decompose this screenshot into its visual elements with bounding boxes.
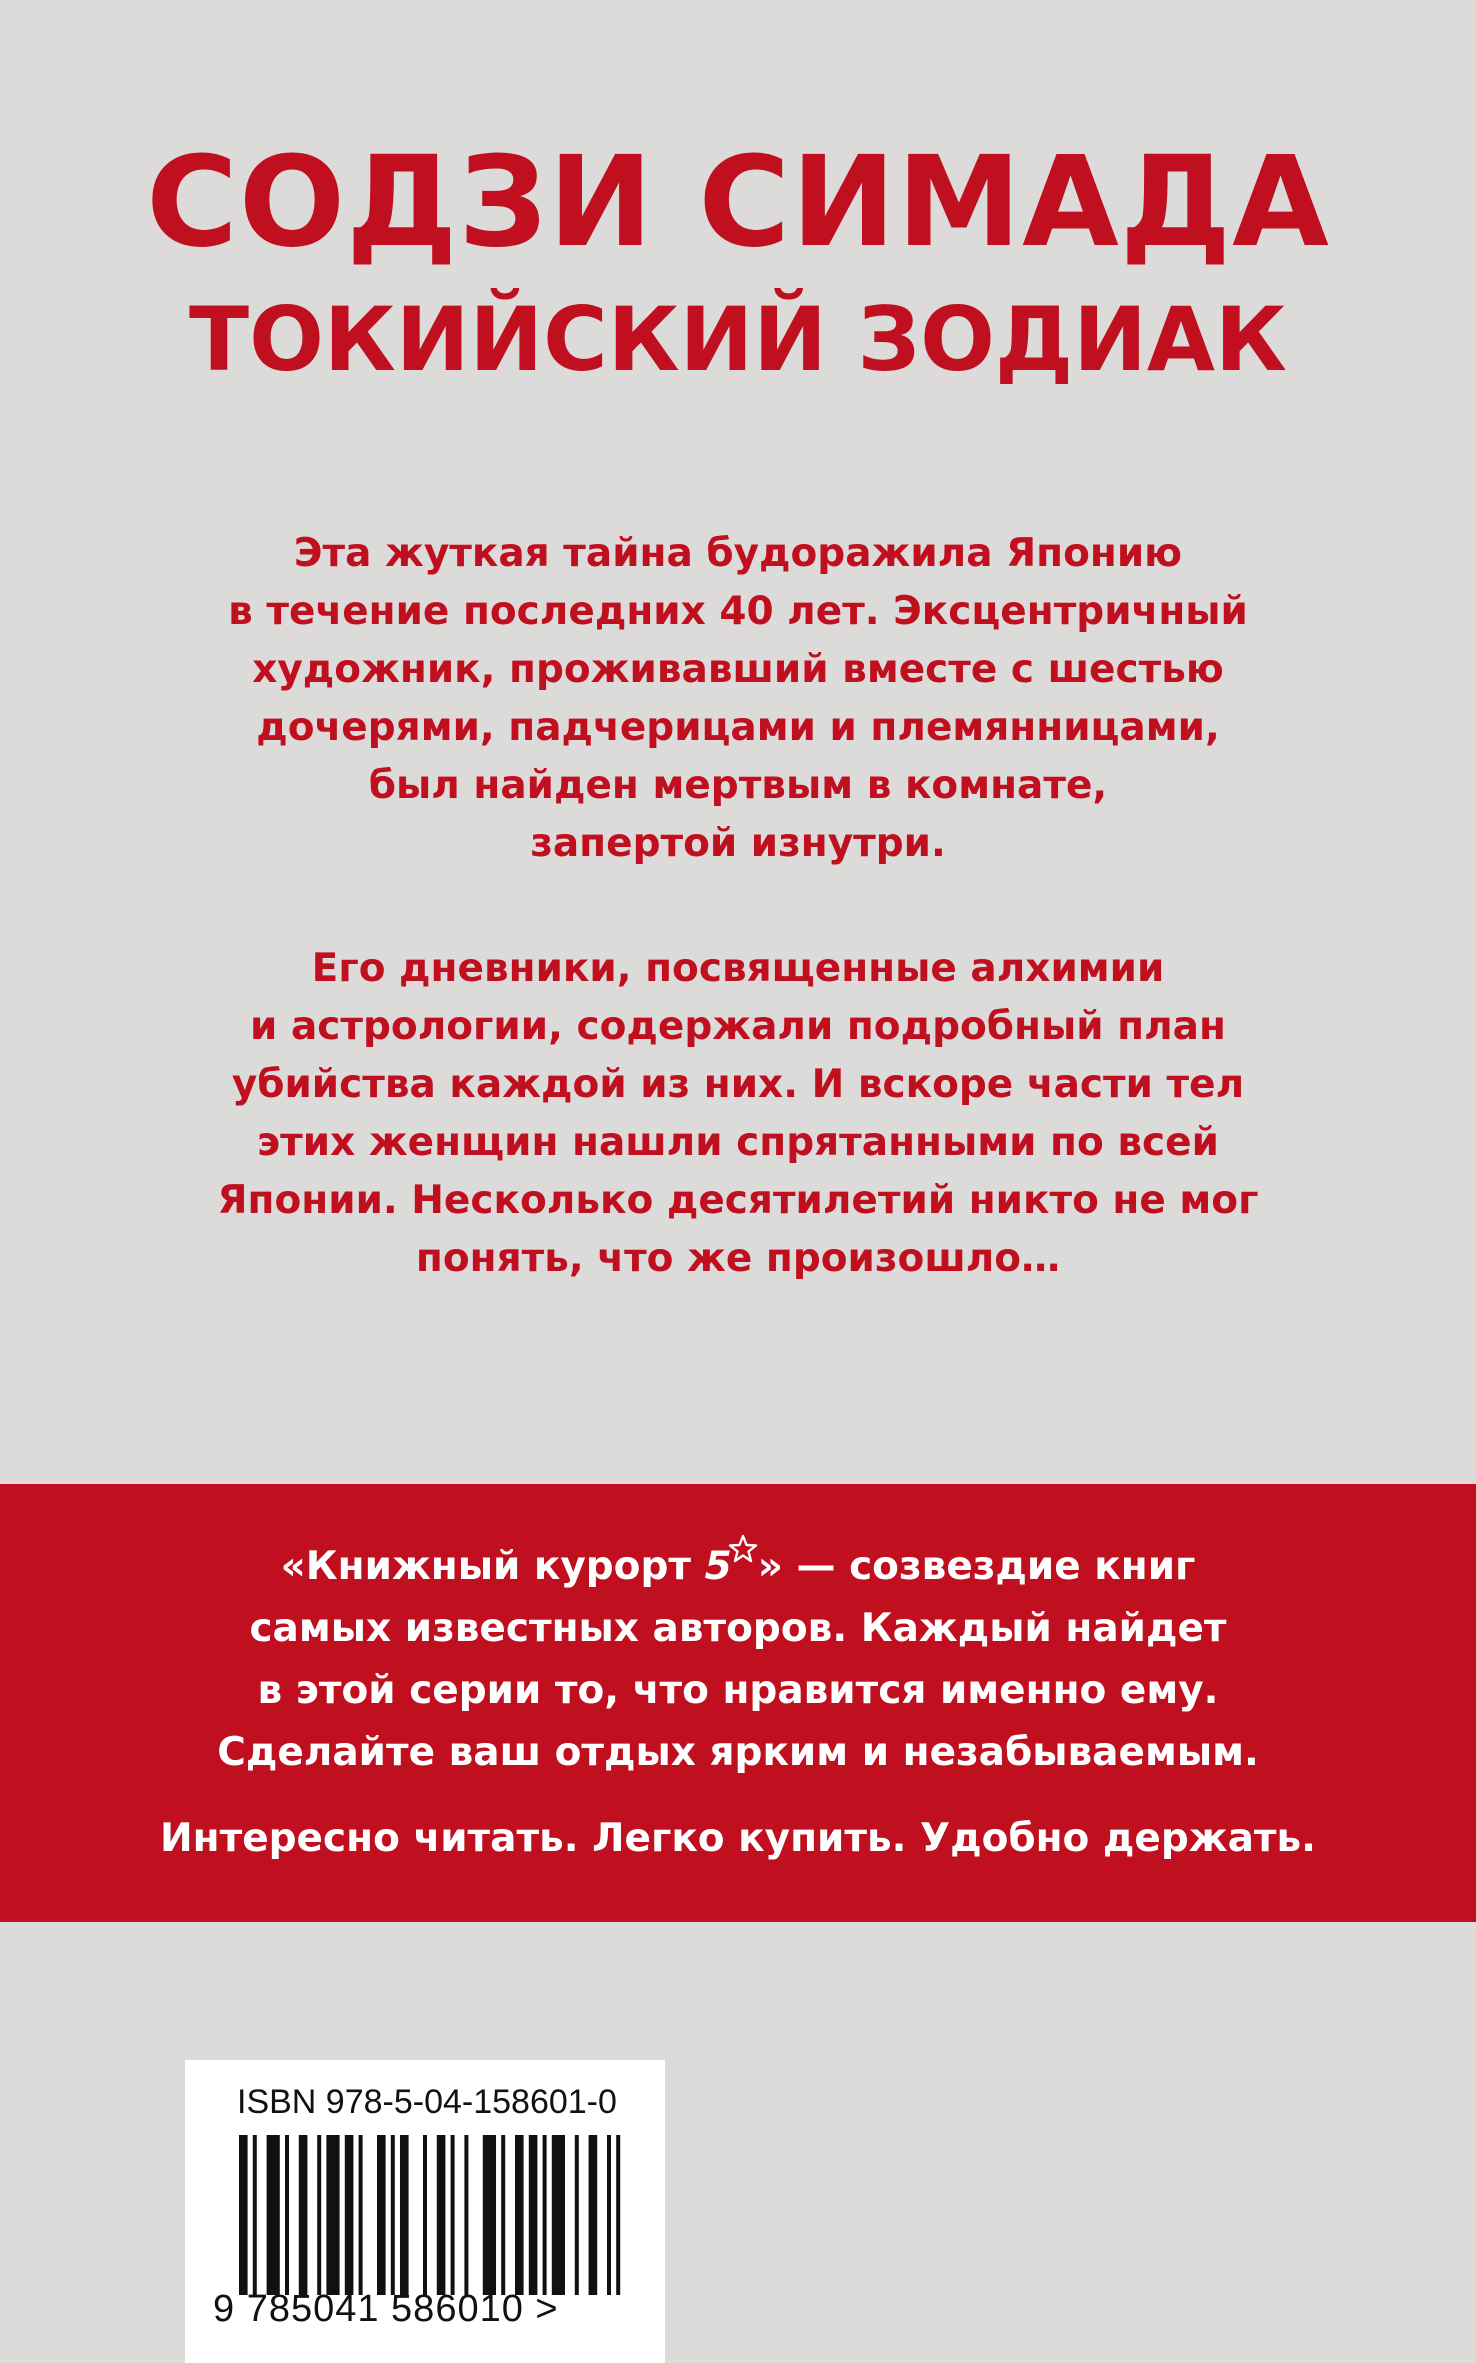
series-description	[0, 1536, 1476, 1784]
blurb-line: в течение последних 40 лет. Эксцентричный	[228, 589, 1248, 634]
series-line: в этой серии то, что нравится именно ему.	[257, 1668, 1219, 1713]
barcode-bar	[423, 2135, 427, 2295]
barcode-bar	[391, 2135, 395, 2295]
blurb-line: убийства каждой из них. И вскоре части тел	[231, 1062, 1245, 1107]
barcode-digits: 9 785041 586010 >	[213, 2288, 559, 2330]
barcode-bar	[616, 2135, 620, 2295]
blurb-line: Его дневники, посвященные алхимии	[311, 946, 1165, 991]
barcode-bar	[377, 2135, 386, 2295]
barcode-panel	[185, 2060, 665, 2363]
blurb-line: дочерями, падчерицами и племянницами,	[256, 705, 1220, 750]
barcode-bar	[515, 2135, 524, 2295]
barcode-bar	[483, 2135, 496, 2295]
barcode-bar	[285, 2135, 289, 2295]
blurb-line: был найден мертвым в комнате,	[368, 763, 1108, 808]
blurb-line: художник, проживавший вместе с шестью	[252, 647, 1224, 692]
series-name-suffix: » — созвездие книг	[757, 1544, 1196, 1589]
barcode-bar	[299, 2135, 308, 2295]
barcode-bar	[607, 2135, 611, 2295]
barcode-bar	[543, 2135, 547, 2295]
barcode-bar	[552, 2135, 565, 2295]
star-icon	[728, 1534, 758, 1564]
blurb-line: этих женщин нашли спрятанными по всей	[257, 1120, 1219, 1165]
series-name-prefix: «Книжный курорт	[280, 1544, 705, 1589]
barcode-bar	[529, 2135, 538, 2295]
barcode-bar	[464, 2135, 468, 2295]
barcode-bar	[437, 2135, 446, 2295]
barcode-bar	[267, 2135, 280, 2295]
series-line: самых известных авторов. Каждый найдет	[249, 1606, 1227, 1651]
barcode-bar	[326, 2135, 339, 2295]
blurb-line: и астрологии, содержали подробный план	[250, 1004, 1226, 1049]
barcode-bar	[575, 2135, 579, 2295]
barcode-bar	[501, 2135, 505, 2295]
blurb-paragraph-1	[0, 525, 1476, 873]
book-title: ТОКИЙСКИЙ ЗОДИАК	[189, 288, 1287, 391]
barcode-bar	[451, 2135, 455, 2295]
isbn-label: ISBN 978-5-04-158601-0	[237, 2083, 617, 2121]
blurb-line: запертой изнутри.	[530, 821, 946, 866]
series-slogan: Интересно читать. Легко купить. Удобно держать.	[160, 1816, 1316, 1861]
series-line: Сделайте ваш отдых ярким и незабываемым.	[217, 1730, 1259, 1775]
blurb-paragraph-2	[0, 940, 1476, 1288]
barcode-bars	[233, 2135, 633, 2295]
barcode-bar	[239, 2135, 248, 2295]
barcode-bar	[253, 2135, 257, 2295]
blurb-line: понять, что же произошло…	[415, 1236, 1061, 1281]
blurb-line: Японии. Несколько десятилетий никто не мог	[217, 1178, 1259, 1223]
blurb-line: Эта жуткая тайна будоражила Японию	[293, 531, 1183, 576]
series-number: 5	[704, 1544, 732, 1589]
author-name: СОДЗИ СИМАДА	[146, 130, 1330, 275]
series-line-first	[0, 1536, 1476, 1598]
barcode-bar	[317, 2135, 321, 2295]
barcode-bar	[345, 2135, 354, 2295]
barcode-bar	[589, 2135, 598, 2295]
barcode-bar	[359, 2135, 363, 2295]
barcode-bar	[400, 2135, 409, 2295]
